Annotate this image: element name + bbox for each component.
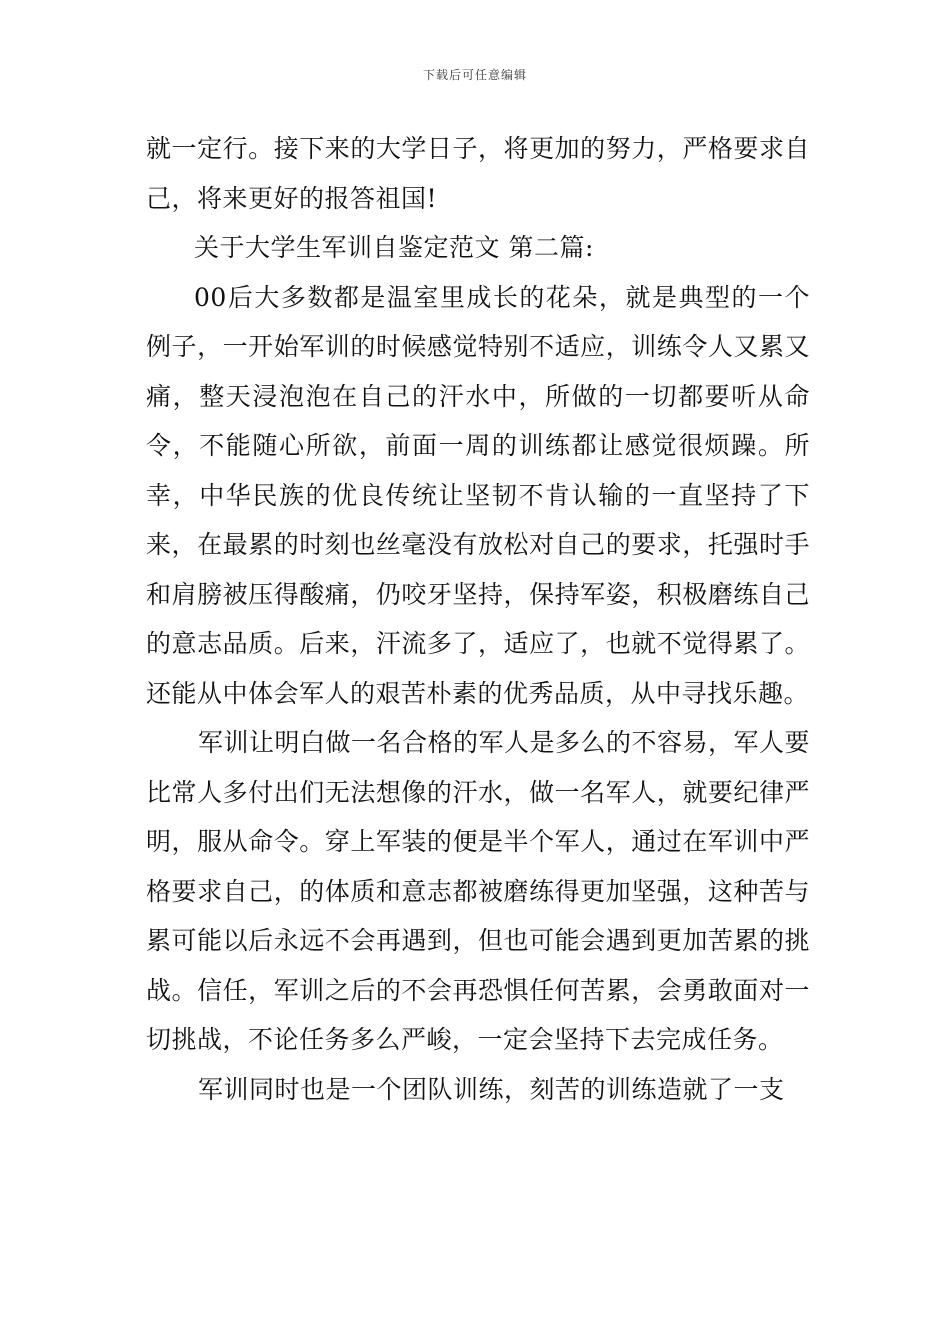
section-heading: 关于大学生军训自鉴定范文 第二篇: — [194, 233, 594, 262]
page-header: 下载后可任意编辑 — [422, 68, 527, 82]
paragraph-3: 军训同时也是一个团队训练，刻苦的训练造就了一支 — [198, 1074, 785, 1104]
paragraph-2: 军训让明白做一名合格的军人是多么的不容易，军人要比常人多付出们无法想像的汗水，做一名军人，就要纪律严明，服从命令。穿上军装的便是半个军人，通过在军训中严格要求自己，的体质和意志都被磨练得更加坚强，这种苦与累可能以后永远不会再遇到，但也可能会遇到更加苦累的挑战。信任，军训之后的不会再恐惧任何苦累，会勇敢面对一切挑战，不论任务多么严峻，一定会坚持下去完成任务。 — [146, 728, 811, 1054]
document-body — [146, 124, 810, 1114]
paragraph-continued: 就一定行。接下来的大学日子，将更加的努力，严格要求自己，将来更好的报答祖国! — [146, 134, 810, 213]
paragraph-1: 00后大多数都是温室里成长的花朵，就是典型的一个例子，一开始军训的时候感觉特别不适应，训练令人又累又痛，整天浸泡泡在自己的汗水中，所做的一切都要听从命令，不能随心所欲，前面一周的训练都让感觉很烦躁。所幸，中华民族的优良传统让坚韧不肯认输的一直坚持了下来，在最累的时刻也丝毫没有放松对自己的要求，托强时手和肩膀被压得酸痛，仍咬牙坚持，保持军姿，积极磨练自己的意志品质。后来，汗流多了，适应了，也就不觉得累了。 还能从中体会军人的艰苦朴素的优秀品质，从中寻找乐趣。 — [146, 282, 810, 708]
